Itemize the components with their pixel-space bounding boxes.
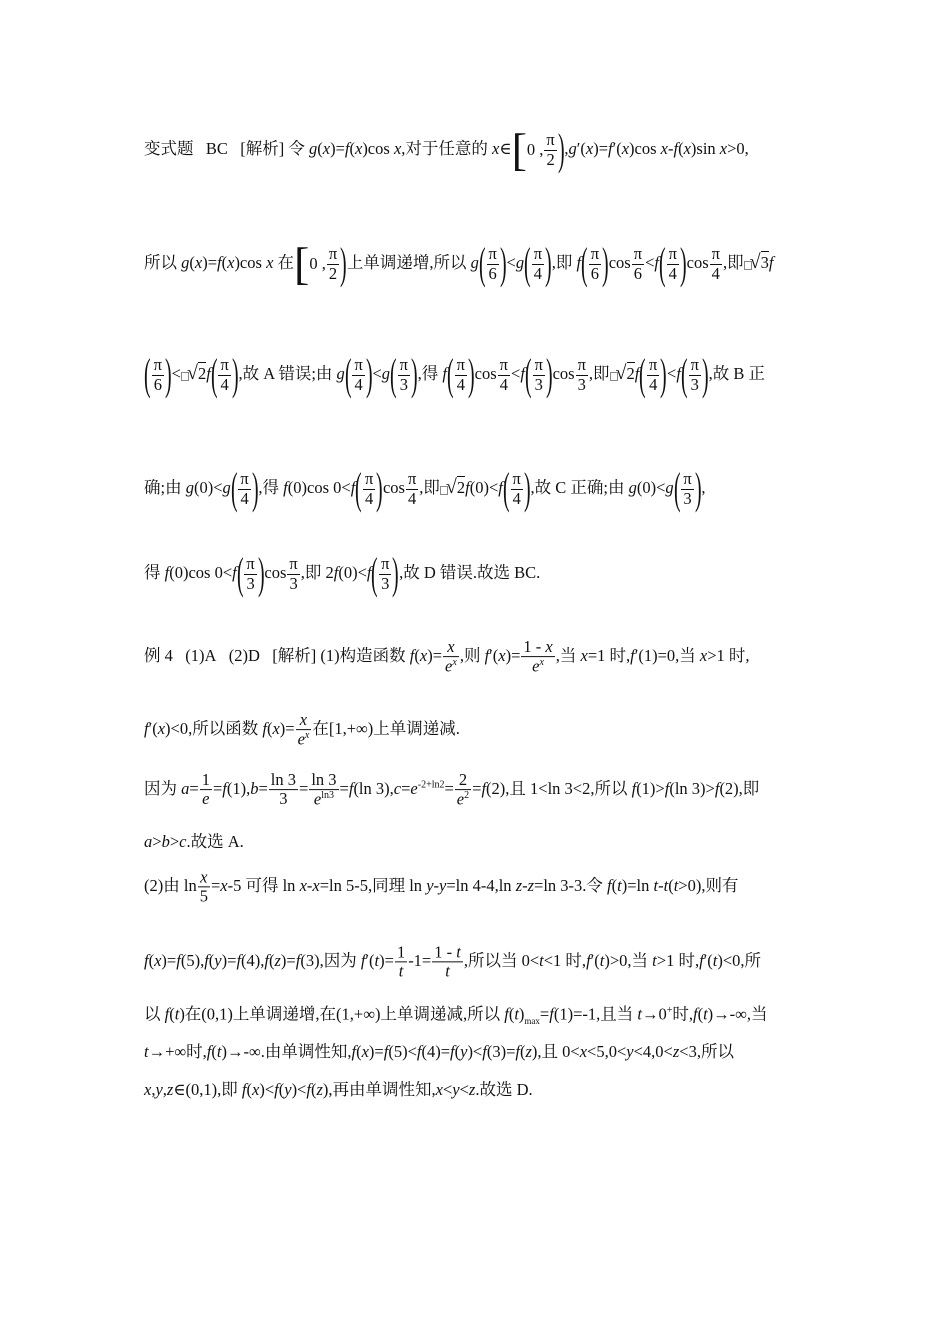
example-4-line-7: 以 f(t)在(0,1)上单调递增,在(1,+∞)上单调递减,所以 $f(t)_{max}=f(1)=-1$,且当 t→0+时,f(t)→-∞,当: [144, 1004, 768, 1026]
solution-line-2: 所以 g(x)=f(x)cos x 在 [ 0 , π 2 ) 上单调递增,所以 g ( π 6 ) <g ( π 4 ) ,即 f ( π 6 ) cos $\frac{\pi}{6}$ <f ( π 4 ) cos $\frac{\pi}{4}$ ,即 √3f: [144, 238, 774, 289]
solution-line-3: ( π 6 ) < √2f ( π 4 ) ,故 A 错误;由 g ( π 4 ) <g ( π 3 ) ,得 f ( π 4 ) cos $\frac{\pi}{4}$ <f ( π 3 ) cos $\frac{\pi}{3}$ ,即 √2f ( π 4 ) <f ( π 3 ) ,故 B 正: [144, 350, 765, 399]
example-4-line-2: f′(x)<0,所以函数 f(x)= $\frac{x}{e^x}$ 在[1,+∞)上单调递减.: [144, 710, 460, 749]
example-4-line-5: (2)由 ln $\frac{x}{5}$ =x-5 可得 ln x-x=ln 5-5,同理 ln y-y=ln 4-4,ln z-z=ln 3-3.令 f(t)=ln t-t(t>0),则有: [144, 867, 739, 906]
example-4-line-9: x,y,z∈(0,1),即 f(x)<f(y)<f(z),再由单调性知,x<y<z.故选 D.: [144, 1079, 533, 1099]
example-4-line-1: 例 4 (1)A (2)D [解析] (1)构造函数 f(x)= $\frac{x}{e^x}$ ,则 f′(x)= $\frac{1 - x}{e^x}$ ,当 x=1 时,f′(1)=0,当 x>1 时,: [144, 637, 750, 676]
solution-line-4: 确;由 g(0)<g ( π 4 ) ,得 f(0)cos 0<f ( π 4 ) cos $\frac{\pi}{4}$ ,即 √2f(0)<f ( π 4 ) ,故 C 正确;由 g(0)<g ( π 3 ) ,: [144, 464, 706, 513]
solution-line-5: 得 f(0)cos 0<f ( π 3 ) cos $\frac{\pi}{3}$ ,即 2f(0)<f ( π 3 ) ,故 D 错误.故选 BC.: [144, 549, 541, 598]
example-4-line-6: f(x)=f(5),f(y)=f(4),f(z)=f(3),因为 f′(t)= $\frac{1}{t}$ -1= $\frac{1 - t}{t}$ ,所以当 0<t<1 时,f′(t)>0,当 t>1 时,f′(t)<0,所: [144, 942, 762, 981]
solution-line-1: 变式题 BC [解析] 令 g(x)=f(x)cos x,对于任意的 x∈ [ 0 , π 2 ) ,g′(x)=f′(x)cos x-f(x)sin x>0,: [144, 124, 749, 175]
example-4-line-3: 因为 a= $\frac{1}{e}$ =f(1),b= $\frac{\ln 3}{3}$ = $\frac{\ln 3}{e^{ln3}}$ =f(ln $3),c=e^{-2+ln2}=$ $\frac{2}{e^2}$ =f(2),且 1<ln 3<2,所以 f(1)>f(ln 3)>f(2),即: [144, 770, 760, 809]
example-4-line-4: a>b>c.故选 A.: [144, 831, 244, 851]
example-4-line-8: t→+∞时,f(t)→-∞.由单调性知,f(x)=f(5)<f(4)=f(y)<f(3)=f(z),且 0<x<5,0<y<4,0<z<3,所以: [144, 1041, 734, 1061]
